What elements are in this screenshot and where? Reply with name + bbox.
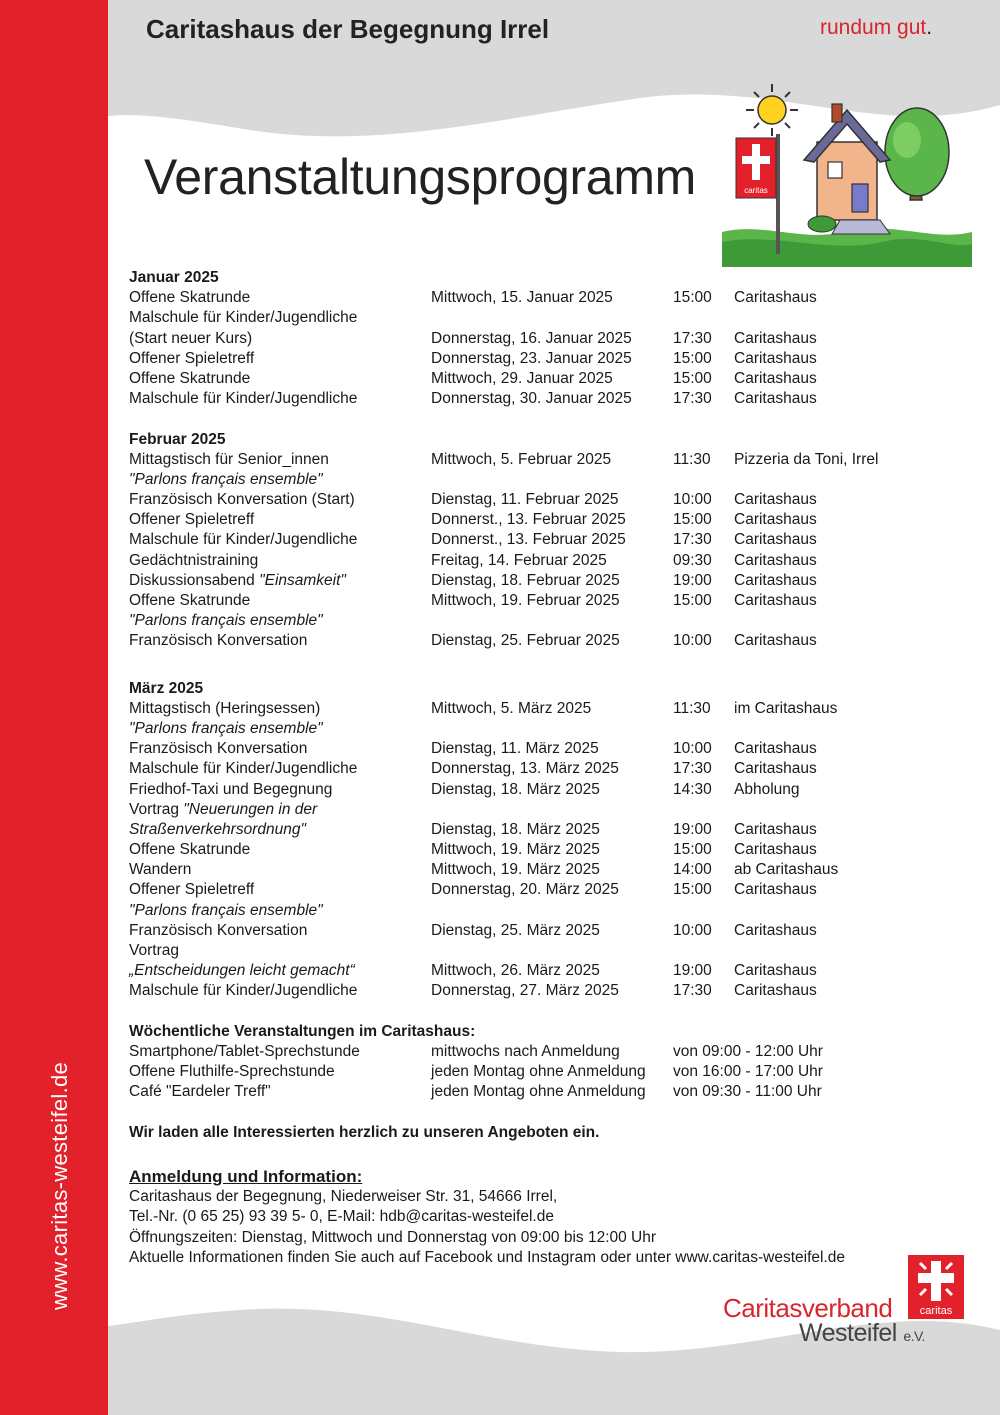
spacer [129,1103,949,1123]
slogan-dot: . [926,16,933,39]
caritas-logo-icon [908,1255,964,1319]
event-name-text: Offener Spieletreff [129,511,255,529]
event-row [129,860,949,880]
event-name [129,739,307,759]
event-name-italic: "Parlons français ensemble" [129,470,323,488]
caritas-sign-text: caritas [744,186,768,195]
info-line: Tel.-Nr. (0 65 25) 93 39 5- 0, E-Mail: hdb@caritas-westeifel.de [129,1208,554,1226]
event-location: Caritashaus [734,841,817,859]
event-date: Donnerstag, 27. März 2025 [431,982,619,1000]
event-name [129,369,250,389]
event-location: Caritashaus [734,369,817,387]
event-date: Donnerstag, 23. Januar 2025 [431,349,632,367]
event-name-text: Friedhof-Taxi und Begegnung [129,780,333,798]
slogan [820,16,932,40]
header-title: Caritashaus der Begegnung Irrel [146,14,550,44]
event-date: Donnerst., 13. Februar 2025 [431,511,626,529]
event-row [129,490,949,510]
tree-icon [885,108,949,200]
logo-sub [799,1319,925,1348]
month-heading: März 2025 [129,679,204,697]
event-name-text: Malschule für Kinder/Jugendliche [129,760,358,778]
event-name [129,288,250,308]
event-row [129,981,949,1001]
sun-icon [746,84,798,136]
logo-name: Caritasverband [723,1293,893,1323]
event-row [129,288,949,308]
event-time: 10:00 [673,921,712,939]
event-location: Pizzeria da Toni, Irrel [734,450,879,468]
event-row [129,880,949,900]
event-location: Caritashaus [734,531,817,549]
event-name-text: Diskussionsabend [129,571,260,589]
event-name [129,329,252,349]
event-date: Donnerstag, 13. März 2025 [431,760,619,778]
event-date: Donnerstag, 20. März 2025 [431,881,619,899]
event-name [129,389,357,409]
event-time: 10:00 [673,740,712,758]
event-name [129,941,179,961]
event-program [129,268,949,1268]
spacer [129,409,949,429]
event-row [129,611,949,631]
event-name [129,981,357,1001]
event-name-text: Malschule für Kinder/Jugendliche [129,982,358,1000]
event-row [129,389,949,409]
main-title: Veranstaltungsprogramm [144,149,697,205]
event-date: Dienstag, 11. März 2025 [431,740,599,758]
event-time: 17:30 [673,390,712,408]
weekly-time: von 16:00 - 17:00 Uhr [673,1063,823,1081]
event-location: Caritashaus [734,571,817,589]
event-time: 14:30 [673,780,712,798]
event-name [129,820,306,840]
event-time: 11:30 [673,450,711,468]
event-row [129,961,949,981]
event-location: Caritashaus [734,632,817,650]
event-time: 10:00 [673,632,712,650]
event-row [129,349,949,369]
event-location: Caritashaus [734,329,817,347]
slogan-text: rundum gut [820,16,927,39]
event-date: Donnerstag, 16. Januar 2025 [431,329,632,347]
event-row [129,840,949,860]
event-time: 17:30 [673,329,712,347]
event-row [129,699,949,719]
event-date: Mittwoch, 5. März 2025 [431,699,592,717]
event-row [129,510,949,530]
event-name-text: Vortrag [129,800,184,818]
event-name [129,961,355,981]
event-location: Caritashaus [734,962,817,980]
event-name-italic: Straßenverkehrsordnung" [129,820,306,838]
event-row [129,631,949,651]
event-date: Mittwoch, 29. Januar 2025 [431,369,613,387]
event-name [129,921,307,941]
event-name [129,349,254,369]
weekly-row [129,1082,949,1102]
event-name-italic: "Parlons français ensemble" [129,612,323,630]
month-heading: Januar 2025 [129,269,219,286]
event-date: Mittwoch, 5. Februar 2025 [431,450,612,468]
event-location: Caritashaus [734,491,817,509]
event-name-text: Gedächtnistraining [129,551,259,569]
event-location: Caritashaus [734,551,817,569]
event-row [129,719,949,739]
event-name [129,551,258,571]
event-name-italic: "Neuerungen in der [183,800,318,818]
event-time: 17:30 [673,531,712,549]
info-line: Öffnungszeiten: Dienstag, Mittwoch und Donnerstag von 09:00 bis 12:00 Uhr [129,1228,657,1246]
weekly-time: von 09:30 - 11:00 Uhr [673,1083,822,1101]
weekly-row [129,1042,949,1062]
event-location: Caritashaus [734,881,817,899]
event-name [129,901,323,921]
event-time: 10:00 [673,491,712,509]
event-name-text: Wandern [129,861,192,879]
event-name [129,759,357,779]
event-row [129,941,949,961]
spacer [129,1143,949,1163]
event-date: Dienstag, 25. März 2025 [431,921,600,939]
event-location: im Caritashaus [734,699,838,717]
event-row [129,369,949,389]
info-line: Aktuelle Informationen finden Sie auch auf Facebook und Instagram oder unter www.caritas-westeifel.de [129,1248,845,1266]
event-name-text: Malschule für Kinder/Jugendliche [129,390,358,408]
event-location: Caritashaus [734,349,817,367]
event-name-text: Französisch Konversation [129,740,308,758]
event-date: Dienstag, 11. Februar 2025 [431,491,619,509]
event-date: Donnerstag, 30. Januar 2025 [431,390,632,408]
event-date: Donnerst., 13. Februar 2025 [431,531,626,549]
event-date: Mittwoch, 19. März 2025 [431,841,600,859]
weekly-when: jeden Montag ohne Anmeldung [431,1083,646,1101]
event-date: Freitag, 14. Februar 2025 [431,551,607,569]
event-name [129,490,355,510]
weekly-row [129,1062,949,1082]
event-row [129,571,949,591]
house-illustration [722,82,972,267]
event-row [129,470,949,490]
weekly-name: Smartphone/Tablet-Sprechstunde [129,1042,360,1060]
event-row [129,921,949,941]
event-row [129,820,949,840]
event-name-italic: "Parlons français ensemble" [129,901,323,919]
weekly-when: jeden Montag ohne Anmeldung [431,1063,646,1081]
event-name-text: Malschule für Kinder/Jugendliche [129,309,358,327]
info-line: Caritashaus der Begegnung, Niederweiser Str. 31, 54666 Irrel, [129,1188,558,1206]
event-date: Dienstag, 18. Februar 2025 [431,571,620,589]
event-name [129,880,254,900]
event-location: Caritashaus [734,760,817,778]
event-name-text: Vortrag [129,942,179,959]
weekly-when: mittwochs nach Anmeldung [431,1042,620,1060]
event-time: 17:30 [673,760,712,778]
event-name-text: Offener Spieletreff [129,881,255,899]
event-name [129,860,191,880]
event-name-text: (Start neuer Kurs) [129,329,253,347]
event-location: Caritashaus [734,592,817,609]
event-name-text: Offene Skatrunde [129,592,251,609]
event-location: Caritashaus [734,982,817,1000]
event-name [129,611,323,631]
event-name [129,780,332,800]
event-name-text: Offene Skatrunde [129,369,251,387]
event-name-text: Französisch Konversation [129,632,308,650]
event-name [129,470,323,490]
event-time: 15:00 [673,369,712,387]
logo-sub-text: Westeifel [799,1319,897,1347]
event-location: Caritashaus [734,289,817,307]
event-name [129,699,320,719]
house-icon [804,104,890,234]
spacer [129,1002,949,1022]
event-time: 15:00 [673,841,712,859]
event-name-text: Offene Skatrunde [129,841,251,859]
logo-suffix: e.V. [903,1328,925,1344]
event-time: 14:00 [673,861,712,879]
event-time: 19:00 [673,820,712,838]
event-time: 17:30 [673,982,712,1000]
event-time: 15:00 [673,349,712,367]
event-location: Caritashaus [734,740,817,758]
event-date: Dienstag, 25. Februar 2025 [431,632,620,650]
event-name [129,719,323,739]
event-date: Mittwoch, 26. März 2025 [431,962,600,980]
event-date: Mittwoch, 15. Januar 2025 [431,289,613,307]
event-name-text: Mittagstisch für Senior_innen [129,450,329,468]
event-time: 15:00 [673,289,712,307]
caritas-logo-text: caritas [919,1305,953,1317]
event-name-italic: "Parlons français ensemble" [129,719,323,737]
event-name [129,591,250,611]
event-name-text: Französisch Konversation (Start) [129,491,355,509]
event-row [129,780,949,800]
event-row [129,551,949,571]
event-date: Dienstag, 18. März 2025 [431,780,600,798]
event-name-italic: „Entscheidungen leicht gemacht“ [129,962,355,980]
event-time: 15:00 [673,881,712,899]
event-name-text: Französisch Konversation [129,921,308,939]
sidebar-url-text: www.caritas-westeifel.de [47,1061,72,1310]
month-heading: Februar 2025 [129,430,226,448]
event-name-text: Offene Skatrunde [129,289,251,307]
event-location: Caritashaus [734,820,817,838]
event-location: ab Caritashaus [734,861,839,879]
info-heading: Anmeldung und Information: [129,1167,363,1187]
event-location: Caritashaus [734,511,817,529]
event-row [129,739,949,759]
event-row [129,901,949,921]
invitation-text: Wir laden alle Interessierten herzlich zu unseren Angeboten ein. [129,1123,600,1141]
event-location: Abholung [734,780,800,798]
event-time: 09:30 [673,551,712,569]
event-row [129,591,949,611]
event-row [129,450,949,470]
event-time: 19:00 [673,962,712,980]
event-row [129,530,949,550]
event-date: Mittwoch, 19. März 2025 [431,861,600,879]
event-location: Caritashaus [734,390,817,408]
event-name [129,571,346,591]
event-time: 15:00 [673,511,712,529]
event-name-text: Mittagstisch (Heringsessen) [129,699,321,717]
event-name [129,800,317,820]
event-date: Mittwoch, 19. Februar 2025 [431,592,620,609]
event-date: Dienstag, 18. März 2025 [431,820,600,838]
event-row [129,329,949,349]
weekly-name: Offene Fluthilfe-Sprechstunde [129,1063,335,1081]
event-row [129,759,949,779]
event-location: Caritashaus [734,921,817,939]
event-time: 15:00 [673,592,712,609]
event-name-text: Offener Spieletreff [129,349,255,367]
weekly-name: Café "Eardeler Treff" [129,1083,271,1101]
weekly-heading: Wöchentliche Veranstaltungen im Caritashaus: [129,1022,476,1040]
weekly-time: von 09:00 - 12:00 Uhr [673,1042,823,1060]
event-name [129,840,250,860]
event-row [129,308,949,328]
event-time: 11:30 [673,699,711,717]
event-row [129,800,949,820]
event-name [129,308,357,328]
event-name [129,631,307,651]
event-name-italic: "Einsamkeit" [259,571,346,589]
event-name [129,510,254,530]
event-name-text: Malschule für Kinder/Jugendliche [129,531,358,549]
event-name [129,530,357,550]
spacer [129,652,949,679]
event-time: 19:00 [673,571,712,589]
event-name [129,450,329,470]
